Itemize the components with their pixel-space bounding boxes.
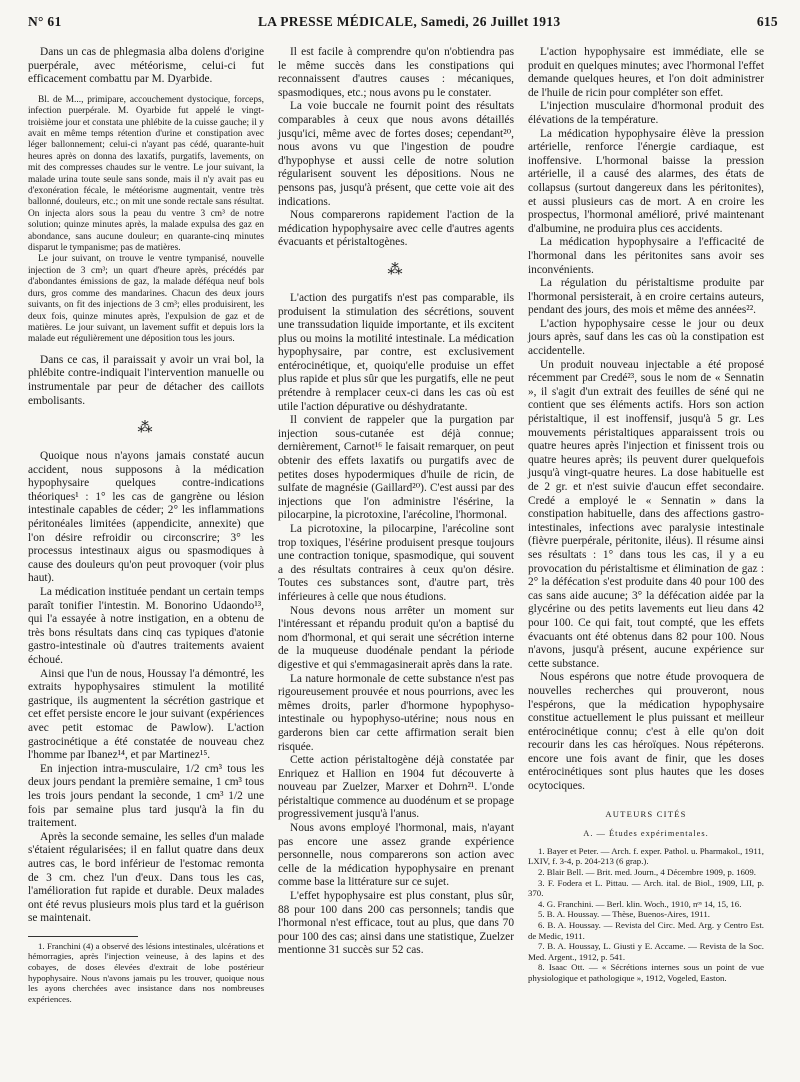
paragraph: Nous avons employé l'hormonal, mais, n'ayant pas encore une assez grande expérience personnelle, nous comparerons son action avec celle de la médication hypophysaire en prenant comme base la littérature sur ce sujet.	[278, 822, 514, 889]
observation-paragraph: Bl. de M..., primipare, accouchement dystocique, forceps, infection puerpérale. M. Oyarbide fut appelé le vingt-troisième jour et constata une phlébite de la cuisse gauche; il y avait en même temps rétention d'urine et constipation avec léger ballonnement; celui-ci n'ayant pas cédé, quarante-huit heures après on donna des laxatifs, purgatifs, lavements, on mit des compresses chaudes sur le ventre. Le jour suivant, la malade urina toute seule sans sonde, mais il n'y avait pas eu d'exonération fécale, le météorisme augmentait, ventre très ballonné, douleurs, etc.; on mit une sonde rectale sans résultat. On injecta alors sous la peau du ventre 3 cm³ de notre solution; quinze minutes après, la malade expulsa des gaz en abondance, sans aucune douleur; en quarante-cinq minutes disparut le tympanisme; pas de matières.	[28, 94, 264, 254]
paragraph: Ainsi que l'un de nous, Houssay l'a démontré, les extraits hypophysaires stimulent la motilité gastrique, ils augmentent la sécrétion gastrique et cet effet persiste encore le jour suivant (expériences avec petit estomac de Pawlow). L'action gastrocinétique a été constatée de nouveau chez l'homme par Ibanez¹⁴, et par Martinez¹⁵.	[28, 667, 264, 762]
paragraph: La médication hypophysaire a l'efficacité de l'hormonal dans les péritonites sans avoir ses inconvénients.	[528, 236, 764, 276]
page-number: N° 61	[28, 14, 62, 29]
paragraph: La picrotoxine, la pilocarpine, l'arécoline sont trop toxiques, l'ésérine produisent presque toujours une contraction tonique, spasmodique, qui souvent a des résultats contraires à ceux qu'on désire. Toutes ces substances sont, d'autre part, très inférieures à celle que nous étudions.	[278, 523, 514, 603]
folio-number: 615	[756, 14, 778, 29]
column-2	[278, 46, 514, 1004]
observation-paragraph: Le jour suivant, on trouve le ventre tympanisé, nouvelle injection de 3 cm³; un quart d'heure après, précédés par d'abondantes émissions de gaz, la malade déféqua neuf bols durs, gros comme des mandarines. Chacun des deux jours suivants, on fit des injections de 3 cm³; elles produisirent, les deux fois, quinze minutes après, l'expulsion de gaz et de matières. Le jour suivant, un lavement suffit et depuis lors la malade eut régulièrement une déposition tous les jours.	[28, 254, 264, 345]
case-observation	[28, 95, 264, 346]
paragraph: Nous devons nous arrêter un moment sur l'intéressant et répandu produit qu'on a baptisé du nom d'hormonal, et qui serait une sécrétion interne de la muqueuse duodénale pendant la période digestive et qui s'emmagasinerait après dans la rate.	[278, 604, 514, 671]
reference-item: 3. F. Fodera et L. Pittau. — Arch. ital. de Biol., 1909, LII, p. 370.	[528, 877, 764, 899]
page-header	[28, 14, 778, 36]
reference-item: 8. Isaac Ott. — « Sécrétions internes sous un point de vue physiologique et pathologique », 1912, Vogeled, Easton.	[528, 962, 764, 983]
reference-item: 2. Blair Bell. — Brit. med. Journ., 4 Décembre 1909, p. 1609.	[538, 867, 756, 878]
paragraph: La médication instituée pendant un certain temps paraît tonifier l'intestin. M. Bonorino Udaondo¹³, qui l'a essayée à notre instigation, en a obtenu de très bons résultats dans cinq cas typiques d'atonie gastro-intestinale où d'autres traitements avaient échoué.	[28, 586, 264, 666]
paragraph: Dans ce cas, il paraissait y avoir un vrai bol, la phlébite contre-indiquait l'intervention manuelle ou instrumentale par peur de détacher des caillots embolisants.	[28, 353, 264, 407]
paragraph: L'effet hypophysaire est plus constant, plus sûr, 88 pour 100 dans 200 cas personnels; tandis que l'hormonal n'est efficace, tout au plus, que dans 70 pour 100 des cas; ainsi dans une statistique, Zuelzer mentionne 31 succès sur 52 cas.	[278, 890, 514, 957]
paragraph: Nous comparerons rapidement l'action de la médication hypophysaire avec celle d'autres agents évacuants et péristaltogènes.	[278, 209, 514, 249]
paragraph: Quoique nous n'ayons jamais constaté aucun accident, nous supposons à la médication hypophysaire quelques contre-indications théoriques¹ : 1° les cas de gangrène ou lésion intestinale capables de céder; 2° les inflammations péritonéales limitées (appendicite, annexite) que l'on désire refroidir ou circonscrire; 3° les processus intestinaux aigus ou spasmodiques à cause des douleurs qu'on peut provoquer (voir plus haut).	[28, 450, 264, 585]
paragraph: Cette action péristaltogène déjà constatée par Enriquez et Hallion en 1904 fut découverte à nouveau par Zuelzer, Marxer et Dohrn²¹. L'onde péristaltique commence au duodénum et se propage progressivement jusqu'à l'anus.	[278, 754, 514, 821]
reference-item: 6. B. A. Houssay. — Revista del Circ. Med. Arg. y Centro Est. de Medic, 1911.	[528, 920, 764, 941]
paragraph: L'action hypophysaire est immédiate, elle se produit en quelques minutes; avec l'hormonal l'effet demande quelques heures, et l'on doit administrer de l'huile de ricin pour compléter son effet.	[528, 46, 764, 99]
references-subheading: A. — Études expérimentales.	[583, 829, 709, 839]
reference-item: 5. B. A. Houssay. — Thèse, Buenos-Aires, 1911.	[538, 909, 710, 920]
reference-item: 7. B. A. Houssay, L. Giusti y E. Accame. — Revista de la Soc. Med. Argent., 1912, p. 541.	[528, 941, 764, 962]
paragraph: En injection intra-musculaire, 1/2 cm³ tous les deux jours pendant la première semaine, 1 cm³ tous les trois jours pendant la seconde, 1 cm³ 1/2 une fois par semaine plus tard jusqu'à la fin du traitement.	[28, 762, 264, 830]
reference-item: 4. G. Franchini. — Berl. klin. Woch., 1910, nᵒˢ 14, 15, 16.	[538, 898, 742, 909]
column-1	[28, 46, 264, 1004]
paragraph: La voie buccale ne fournit point des résultats comparables à ceux que nous avons détaillés jusqu'ici, même avec de fortes doses; cependant²⁰, nous avons vu que l'ingestion de poudre d'hypophyse et aussi celle de notre solution régularisent souvent les dépositions. Nous ne pensons pas, jusqu'à présent, que cette voie ait des indications.	[278, 100, 514, 208]
paragraph: Après la seconde semaine, les selles d'un malade s'étaient régularisées; il en fallut quatre dans deux autres cas, le bord inférieur de l'estomac remonta de 3 cm. chez l'un d'eux. Dans tous les cas, l'amélioration fut rapide et durable. Deux malades ont été revus plusieurs mois plus tard et la guérison se maintenait.	[28, 830, 264, 925]
paragraph: Nous espérons que notre étude provoquera de nouvelles recherches qui prouveront, nous l'espérons, que la médication hypophysaire constitue actuellement le plus puissant et meilleur entérocinétique connu; c'est à elle qu'on doit recourir dans les cas héroïques. Nous répéterons. encore une fois avant de finir, que les doses entérocinétiques sont plus hautes que les doses ocytociques.	[528, 671, 764, 793]
section-divider-asterism: ⁂	[387, 261, 405, 278]
paragraph: Un produit nouveau injectable a été proposé récemment par Credé²³, sous le nom de « Sennatin », il s'agit d'un extrait des feuilles de séné qui ne contient que ses éléments actifs. Hors son action péristaltique, il est inoffensif, jusqu'à 5 gr. Les mouvements péristaltiques apparaissent trois ou quatre heures après l'injection et finissent trois ou quatre heures après; ils peuvent durer quelquefois jusqu'à vingt-quatre heures. La dose habituelle est de 2 gr. et n'est suivie d'aucun effet secondaire. Credé a employé le « Sennatin » dans la constipation habituelle, dans des affections gastro-intestinales, infections avec paralysie intestinale (fièvre puerpérale, péritonite, iléus). Il résume ainsi ses résultats : 1° dans tous les cas, il y a eu provocation du péristaltisme et élimination de gaz : 2° la défécation s'est produite dans 40 pour 100 des cas sans aide aucune; 3° la défécation aidée par la glycérine ou des petits lavements eut lieu dans 42 pour 100. Ce qui fait, tout compté, que les effets évacuants ont été obtenus dans 82 pour 100. Nous n'avons, jusqu'à présent, aucune expérience sur cette substance.	[528, 358, 764, 670]
journal-title: LA PRESSE MÉDICALE, Samedi, 26 Juillet 1913	[257, 14, 561, 29]
references-heading: AUTEURS CITÉS	[605, 808, 687, 819]
footnote: 1. Franchini (4) a observé des lésions intestinales, ulcérations et hémorragies, après l'injection veineuse, à des lapins et des cobayes, de doses élevées d'extrait de lobe postérieur hypophysaire. Nous n'avons jamais pu les trouver, quoique nous les ayons cherchées avec insistance dans nos nombreuses expériences.	[28, 940, 264, 1004]
paragraph: La régulation du péristaltisme produite par l'hormonal persisterait, à en croire certains auteurs, pendant des jours, des mois et même des années²².	[528, 277, 764, 317]
paragraph: Il est facile à comprendre qu'on n'obtiendra pas le même succès dans les constipations qui reconnaissent d'autres causes : mécaniques, spasmodiques, etc.; nous avons pu le constater.	[278, 46, 514, 99]
paragraph: L'action hypophysaire cesse le jour ou deux jours après, sauf dans les cas où la constipation est accidentelle.	[528, 317, 764, 358]
paragraph: L'injection musculaire d'hormonal produit des élévations de la température.	[528, 100, 764, 126]
paragraph: L'action des purgatifs n'est pas comparable, ils produisent la stimulation des sécrétions, souvent une transsudation liquide importante, et ils excitent plus ou moins la motilité intestinale. La médication hypophysaire, par contre, est exclusivement entérocinétique, et, quoiqu'elle produise un effet plus rapide et plus sûr que les purgatifs, elle ne peut prétendre à remplacer ceux-ci dans les cas où est utile l'action dépurative ou déshydratante.	[278, 291, 514, 413]
paragraph: Dans un cas de phlegmasia alba dolens d'origine puerpérale, avec météorisme, celui-ci fut efficacement combattu par M. Dyarbide.	[28, 46, 264, 86]
section-divider-asterism: ⁂	[137, 420, 155, 437]
paragraph: La nature hormonale de cette substance n'est pas rigoureusement prouvée et nous pourrions, avec les mêmes droits, parler d'hormone hypophyso-intestinale ou hypophyso-utérine; nous nous en garderons bien car cette affirmation serait bien risquée.	[278, 672, 514, 753]
paragraph: La médication hypophysaire élève la pression artérielle, renforce l'énergie cardiaque, est inoffensive. L'hormonal baisse la pression artérielle, il a causé des alarmes, des états de collapsus (surtout dangereux dans les péritonites), et aussi plusieurs cas de mort. A en croire les prospectus, l'hormonal amélioré, privé maintenant d'albumine, ne produira plus ces accidents.	[528, 127, 764, 235]
reference-item: 1. Bayer et Peter. — Arch. f. exper. Pathol. u. Pharmakol., 1911, LXIV, f. 3-4, p. 204-213 (6 grap.).	[528, 845, 764, 867]
paragraph: Il convient de rappeler que la purgation par injection sous-cutanée est déjà connue; dernièrement, Carnot¹⁶ le faisait remarquer, on peut obtenir des effets laxatifs ou purgatifs avec de petites doses hypodermiques d'huile de ricin, de sulfate de magnésie (Gaillard²⁰). C'est aussi par des injections que l'on administre l'ésérine, la pilocarpine, la picrotoxine, l'arécoline, l'hormonal.	[278, 414, 514, 522]
column-3	[528, 46, 764, 1004]
article-columns	[28, 46, 778, 1004]
